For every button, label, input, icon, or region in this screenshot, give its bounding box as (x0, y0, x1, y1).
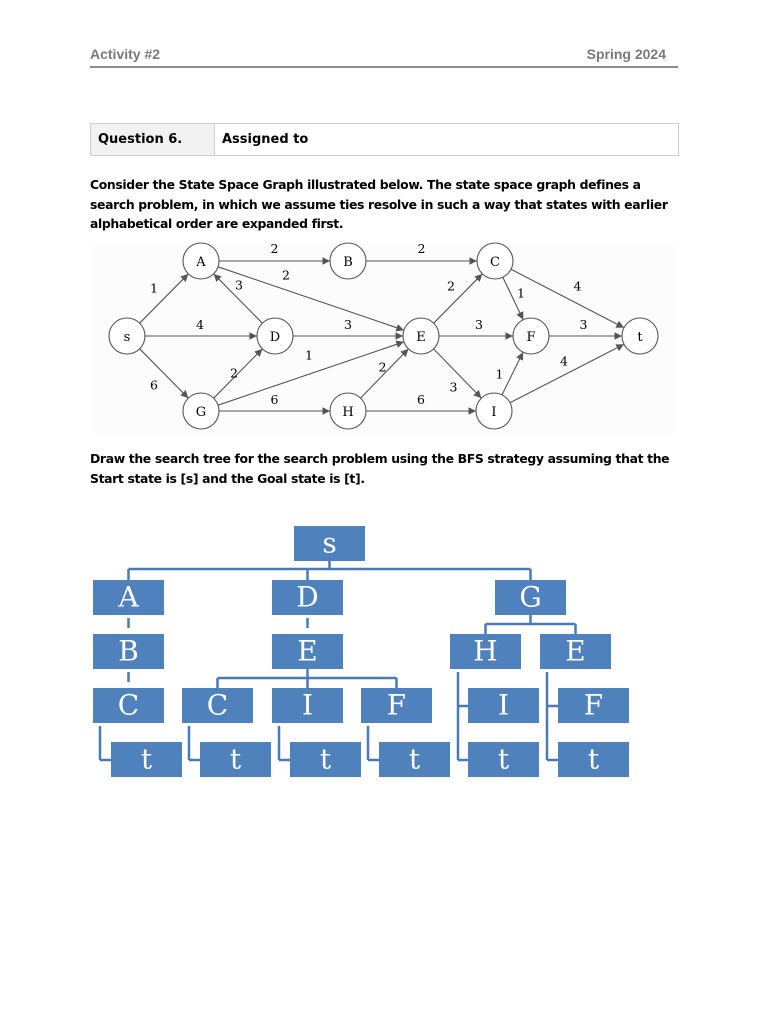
edge-weight-label: 3 (344, 317, 352, 332)
graph-node-label: G (195, 405, 207, 420)
tree-node-label: E (297, 634, 318, 668)
tree-node-label: t (140, 742, 153, 776)
edge-weight-label: 1 (495, 366, 504, 382)
tree-node-label: E (565, 634, 586, 668)
edge-weight-label: 2 (417, 241, 426, 256)
tree-node-label: s (322, 526, 337, 560)
edge-weight-label: 2 (230, 365, 238, 381)
activity-label: Activity #2 (90, 46, 161, 62)
assigned-to-cell: Assigned to (215, 124, 679, 156)
tree-node-label: D (296, 580, 319, 614)
tree-node-label: H (473, 634, 498, 668)
graph-node-label: B (343, 255, 353, 270)
edge-weight-label: 1 (150, 280, 158, 296)
tree-node-label: G (519, 580, 542, 614)
tree-node-label: t (587, 742, 600, 776)
tree-node-label: A (118, 580, 139, 614)
graph-node-label: F (526, 330, 536, 345)
graph-node-label: H (342, 405, 354, 420)
edge-weight-label: 2 (282, 267, 290, 283)
graph-node-label: C (490, 255, 500, 270)
graph-node-label: I (491, 405, 497, 420)
graph-node-label: D (269, 330, 281, 345)
edge-weight-label: 3 (449, 379, 458, 395)
edge-weight-label: 4 (560, 353, 568, 369)
tree-node-label: t (319, 742, 332, 776)
tree-node-label: C (206, 688, 229, 722)
tree-node-label: I (497, 688, 510, 722)
edge-weight-label: 2 (270, 241, 279, 256)
edge-weight-label: 2 (447, 278, 455, 294)
tree-node-label: t (497, 742, 510, 776)
edge-weight-label: 6 (150, 377, 158, 393)
tree-node-label: C (117, 688, 140, 722)
graph-node-label: t (637, 330, 643, 345)
graph-node-label: E (416, 330, 426, 345)
edge-weight-label: 3 (579, 317, 588, 332)
tree-node-label: t (408, 742, 421, 776)
question-number-cell: Question 6. (91, 124, 215, 156)
edge-weight-label: 6 (417, 392, 425, 407)
tree-node-label: t (229, 742, 242, 776)
tree-node-label: F (583, 688, 604, 722)
edge-weight-label: 2 (378, 359, 387, 375)
edge-weight-label: 3 (235, 277, 243, 293)
graph-node-label: A (196, 255, 206, 270)
edge-weight-label: 1 (305, 347, 313, 363)
edge-weight-label: 3 (475, 317, 483, 332)
edge-weight-label: 6 (270, 392, 279, 407)
edge-weight-label: 4 (196, 317, 204, 332)
tree-node-label: I (301, 688, 314, 722)
edge-weight-label: 1 (517, 285, 525, 301)
intro-paragraph: Consider the State Space Graph illustrated below. The state space graph defines a search problem, in which we assume ties resolve in such a way that states with earlier alphabetical order are expanded first. (90, 177, 668, 231)
task-paragraph: Draw the search tree for the search problem using the BFS strategy assuming that the Start state is [s] and the Goal state is [t]. (90, 451, 670, 486)
tree-node-label: B (118, 634, 139, 668)
graph-node-label: s (123, 330, 131, 345)
semester-label: Spring 2024 (586, 46, 666, 62)
tree-node-label: F (386, 688, 407, 722)
edge-weight-label: 4 (573, 278, 582, 294)
